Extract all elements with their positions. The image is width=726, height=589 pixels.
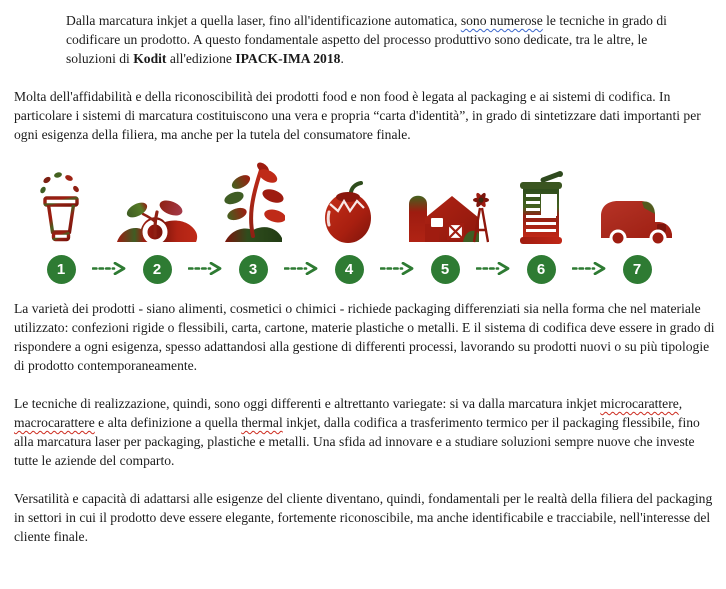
tomato-icon <box>321 180 377 246</box>
text-segment: le tecniche in grado di codificare un prodotto. A questo fondamentale aspetto del processo produttivo sono dedicate, tra le altre, le soluzioni di <box>66 13 667 66</box>
paragraph-versatilita <box>14 489 716 546</box>
event-name-text: IPACK-IMA 2018 <box>235 51 341 66</box>
text-segment: Versatilità e capacità di adattarsi alle esigenze del cliente diventano, quindi, fondamentali per le realtà della filiera del packaging in settori in cui il prodotto deve essere elegante, fortemente riconoscibile, ma anche identificabile e tracciabile, nell'interesse del cliente finale. <box>14 491 713 544</box>
dashed-arrow-icon <box>476 262 510 275</box>
chain-stage-3 <box>222 162 284 284</box>
spellcheck-flagged-text: microcarattere <box>600 396 679 411</box>
chain-stage-1 <box>30 162 92 284</box>
plant-icon <box>221 162 285 246</box>
paragraph-intro <box>66 11 700 68</box>
dashed-arrow-icon <box>380 262 414 275</box>
paragraph-varieta <box>14 299 716 375</box>
paragraph-packaging <box>14 87 716 144</box>
stage-number-badge: 1 <box>47 255 76 284</box>
dashed-arrow-icon <box>92 262 126 275</box>
chain-stage-2 <box>126 162 188 284</box>
text-segment: , <box>678 396 683 411</box>
stage-number-badge: 7 <box>623 255 652 284</box>
text-segment: Le tecniche di realizzazione, quindi, sono oggi differenti e altrettanto variegate: si va dalla marcatura inkjet <box>14 396 601 411</box>
can-icon <box>515 170 567 246</box>
text-segment: . <box>340 51 344 66</box>
text-segment: e alta definizione a quella <box>94 415 242 430</box>
seed-pot-icon <box>33 170 89 246</box>
farm-icon <box>401 178 489 246</box>
paragraph-tecniche <box>14 394 716 470</box>
sprout-icon <box>115 188 199 246</box>
spellcheck-flagged-text: macrocarattere <box>14 415 95 430</box>
stage-number-badge: 5 <box>431 255 460 284</box>
dashed-arrow-icon <box>284 262 318 275</box>
stage-number-badge: 4 <box>335 255 364 284</box>
grammar-flagged-text: sono numerose <box>460 13 543 28</box>
text-segment: Molta dell'affidabilità e della riconoscibilità dei prodotti food e non food è legata al packaging e ai sistemi di codifica. In particolare i sistemi di marcatura costituiscono una vera e propria “carta d'identità”, in grado di sintetizzare dati importanti per ogni esigenza della filiera, ma anche per la tutela del consumatore finale. <box>14 89 701 142</box>
text-segment: La varietà dei prodotti - siano alimenti, cosmetici o chimici - richiede packaging differenziati sia nella forma che nel materiale utilizzato: confezioni rigide o flessibili, carta, cartone, materie plastiche o metalli. E il sistema di codifica deve essere in grado di rispondere a ogni esigenza, spesso adattandosi alla gestione di differenti processi, lavorando su prodotti nuovi o su più tipologie di prodotto contemporaneamente. <box>14 301 715 373</box>
chain-stage-7 <box>606 162 668 284</box>
text-segment: inkjet, dalla codifica a trasferimento termico per il packaging flessibile, fino alla marcatura laser per packaging, plastiche e metalli. Una sfida ad innovare e a studiare soluzioni sempre nuove che investe tutte le aziende del comparto. <box>14 415 700 468</box>
supply-chain-illustration <box>30 160 646 284</box>
chain-stage-6 <box>510 162 572 284</box>
stage-number-badge: 3 <box>239 255 268 284</box>
dashed-arrow-icon <box>188 262 222 275</box>
spellcheck-flagged-text: thermal <box>241 415 283 430</box>
truck-icon <box>598 194 676 246</box>
chain-stage-5 <box>414 162 476 284</box>
brand-name-text: Kodit <box>133 51 167 66</box>
text-segment: all'edizione <box>166 51 236 66</box>
chain-stage-4 <box>318 162 380 284</box>
stage-number-badge: 2 <box>143 255 172 284</box>
dashed-arrow-icon <box>572 262 606 275</box>
text-segment: Dalla marcatura inkjet a quella laser, fino all'identificazione automatica, <box>66 13 461 28</box>
stage-number-badge: 6 <box>527 255 556 284</box>
